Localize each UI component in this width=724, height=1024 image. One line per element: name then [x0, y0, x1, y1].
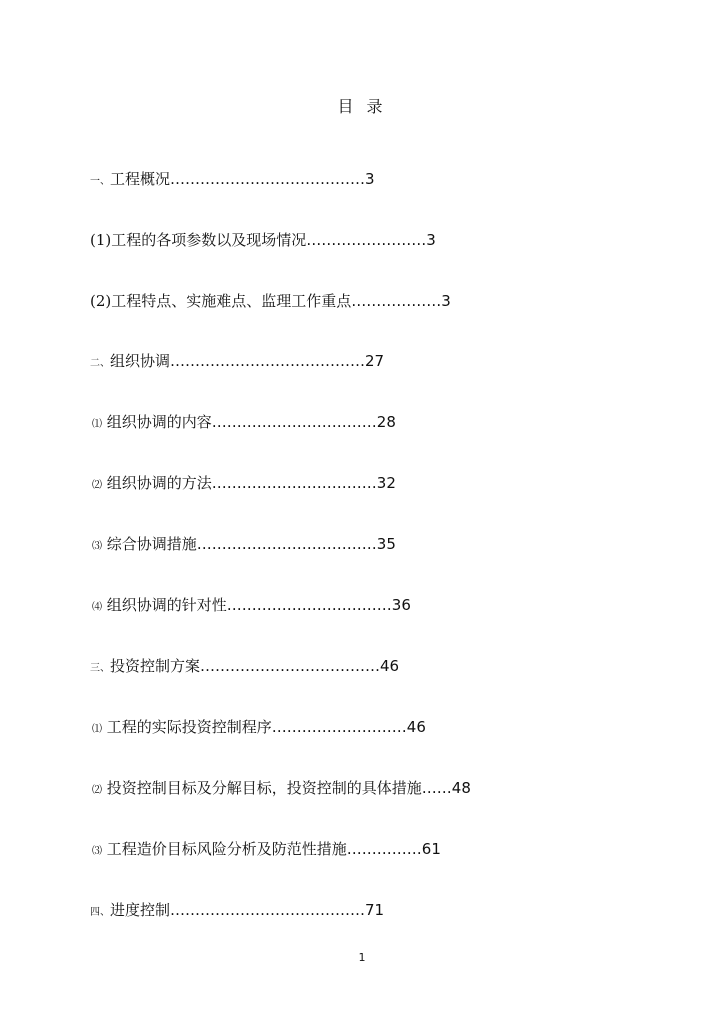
entry-text: 组织协调: [110, 352, 171, 370]
entry-leader: ………………………: [271, 718, 407, 736]
entry-number: ⑴: [92, 419, 102, 430]
entry-page: 46: [380, 657, 400, 675]
entry-leader: …………………………………: [170, 352, 366, 370]
entry-number: 一、: [90, 176, 110, 187]
entry-number: 二、: [90, 358, 110, 369]
entry-page: 28: [376, 413, 396, 431]
entry-text: 组织协调的针对性: [106, 596, 227, 614]
entry-text: 工程特点、实施难点、监理工作重点: [111, 292, 352, 310]
entry-leader: ……: [421, 779, 452, 797]
entry-number: 三、: [90, 663, 110, 674]
entry-page: 3: [426, 231, 436, 249]
entry-number: ⑶: [92, 846, 102, 857]
entry-number: 四、: [90, 907, 110, 918]
entry-text: 工程概况: [110, 170, 171, 188]
entry-text: 组织协调的方法: [106, 474, 212, 492]
entry-page: 3: [441, 292, 451, 310]
toc-entry[interactable]: [90, 900, 384, 923]
entry-page: 46: [406, 718, 426, 736]
entry-page: 27: [365, 352, 385, 370]
entry-leader: ………………: [351, 292, 442, 310]
entry-leader: ……………………: [306, 231, 427, 249]
toc-entry[interactable]: [92, 839, 441, 862]
entry-number: (2): [90, 292, 112, 310]
entry-page: 36: [391, 596, 411, 614]
entry-leader: ……………: [346, 840, 422, 858]
toc-entry[interactable]: [92, 778, 471, 801]
entry-page: 35: [376, 535, 396, 553]
entry-page: 3: [365, 170, 375, 188]
entry-number: (1): [90, 231, 112, 249]
toc-entry[interactable]: [90, 291, 451, 311]
entry-leader: ……………………………: [211, 474, 377, 492]
toc-entry[interactable]: [90, 169, 375, 192]
entry-leader: ………………………………: [200, 657, 381, 675]
entry-text: 工程造价目标风险分析及防范性措施: [106, 840, 347, 858]
entry-leader: …………………………………: [170, 901, 366, 919]
toc-title: 目 录: [337, 97, 387, 116]
entry-text: 进度控制: [110, 901, 171, 919]
toc-entry[interactable]: [90, 351, 384, 374]
toc-entry[interactable]: [92, 412, 396, 435]
entry-leader: ………………………………: [196, 535, 377, 553]
entry-text: 投资控制方案: [110, 657, 201, 675]
entry-number: ⑶: [92, 541, 102, 552]
entry-number: ⑵: [92, 480, 102, 491]
entry-number: ⑴: [92, 724, 102, 735]
entry-number: ⑷: [92, 602, 102, 613]
toc-entry[interactable]: [92, 595, 411, 618]
toc-entry[interactable]: [92, 534, 396, 557]
toc-entry[interactable]: [90, 656, 399, 679]
entry-text: 组织协调的内容: [106, 413, 212, 431]
entry-text: 综合协调措施: [106, 535, 197, 553]
entry-page: 71: [365, 901, 385, 919]
entry-leader: ……………………………: [226, 596, 392, 614]
entry-leader: ……………………………: [211, 413, 377, 431]
entry-number: ⑵: [92, 785, 102, 796]
toc-entry[interactable]: [90, 230, 436, 250]
entry-page: 48: [451, 779, 471, 797]
entry-leader: …………………………………: [170, 170, 366, 188]
entry-page: 61: [421, 840, 441, 858]
entry-text: 工程的实际投资控制程序: [106, 718, 272, 736]
entry-text: 工程的各项参数以及现场情况: [111, 231, 307, 249]
entry-text: 投资控制目标及分解目标，投资控制的具体措施: [106, 779, 422, 797]
toc-entry[interactable]: [92, 473, 396, 496]
toc-entry[interactable]: [92, 717, 426, 740]
entry-page: 32: [376, 474, 396, 492]
page-number: 1: [358, 951, 366, 964]
